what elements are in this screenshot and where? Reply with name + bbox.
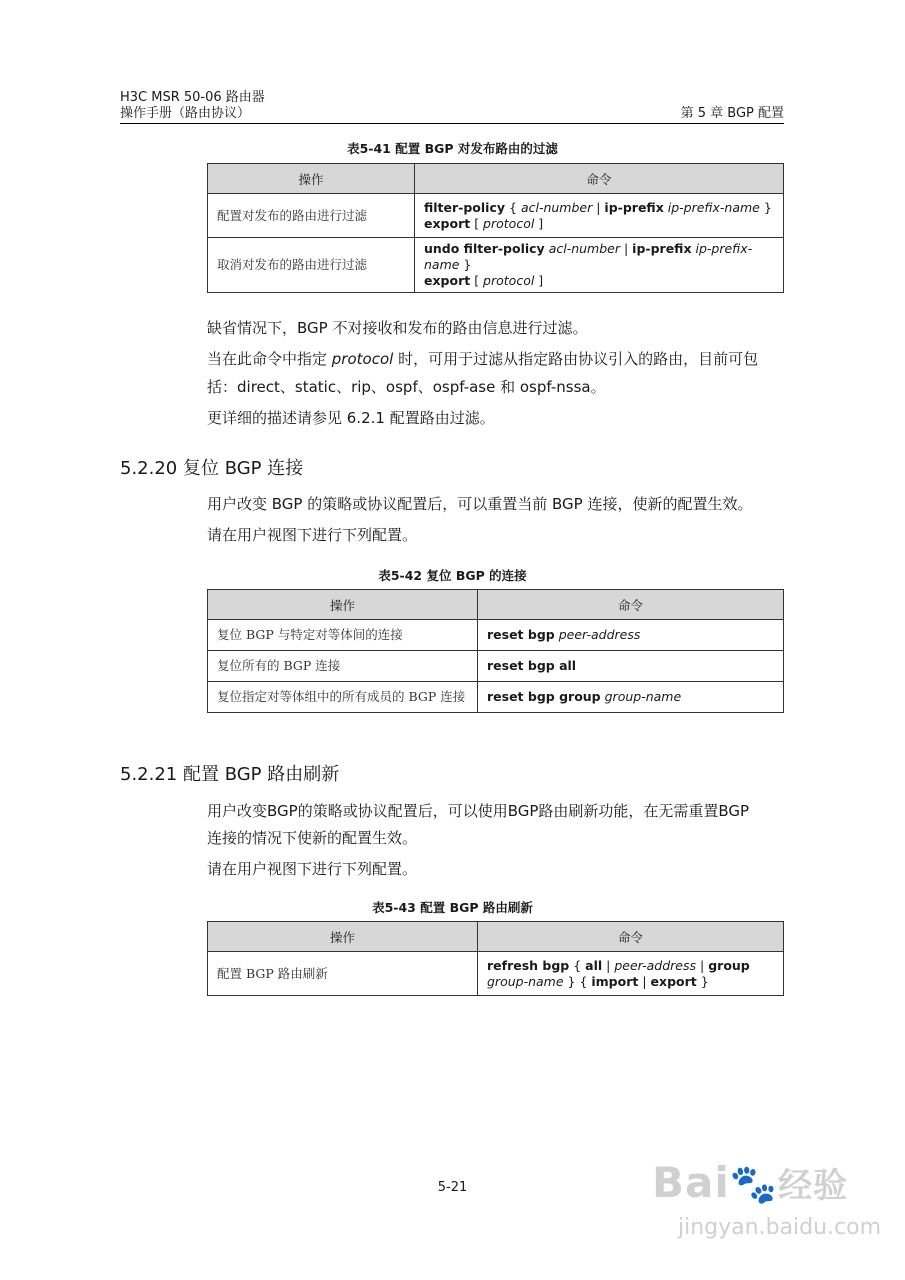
table42-col-cmd: 命令: [478, 590, 784, 620]
table43-caption: 表5-43 配置 BGP 路由刷新: [372, 900, 533, 915]
table42-op: 复位所有的 BGP 连接: [208, 651, 478, 682]
table42-cmd: reset bgp all: [478, 651, 784, 682]
para-reference: 更详细的描述请参见 6.2.1 配置路由过滤。: [207, 409, 495, 427]
table43-cmd: refresh bgp { all | peer-address | group group-name } { import | export }: [478, 952, 784, 996]
table41-col-op: 操作: [208, 164, 415, 194]
table43-col-op: 操作: [208, 922, 478, 952]
header-manual: 操作手册（路由协议）: [120, 106, 251, 121]
table43-op: 配置 BGP 路由刷新: [208, 952, 478, 996]
table41-col-cmd: 命令: [415, 164, 784, 194]
header-rule: [120, 123, 784, 124]
table41-op: 配置对发布的路由进行过滤: [208, 194, 415, 238]
table42-caption: 表5-42 复位 BGP 的连接: [378, 568, 527, 583]
section-5-2-20-p2: 请在用户视图下进行下列配置。: [207, 526, 418, 544]
table42: [207, 589, 784, 713]
section-5-2-21-p1: 用户改变BGP的策略或协议配置后，可以使用BGP路由刷新功能，在无需重置BGP: [207, 802, 750, 820]
table42-cmd: reset bgp peer-address: [478, 620, 784, 651]
table43-col-cmd: 命令: [478, 922, 784, 952]
table-row: [208, 238, 784, 293]
section-5-2-20-p1: 用户改变 BGP 的策略或协议配置后，可以重置当前 BGP 连接，使新的配置生效。: [207, 495, 753, 513]
table-row: [208, 620, 784, 651]
table42-cmd: reset bgp group group-name: [478, 682, 784, 713]
table-row: [208, 194, 784, 238]
table43: [207, 921, 784, 996]
table41-caption: 表5-41 配置 BGP 对发布路由的过滤: [347, 141, 558, 156]
header-product: H3C MSR 50-06 路由器: [120, 90, 265, 105]
table41-cmd: undo filter-policy acl-number | ip-prefix ip-prefix-name } export [ protocol ]: [415, 238, 784, 293]
table-row: [208, 952, 784, 996]
paw-icon: 🐾: [729, 1162, 779, 1206]
section-5-2-21-p2: 连接的情况下使新的配置生效。: [207, 829, 418, 847]
table42-op: 复位指定对等体组中的所有成员的 BGP 连接: [208, 682, 478, 713]
header-chapter: 第 5 章 BGP 配置: [680, 106, 784, 121]
page-number: 5-21: [437, 1180, 468, 1195]
para-protocol-list: 括：direct、static、rip、ospf、ospf-ase 和 ospf-nssa。: [207, 378, 606, 396]
section-5-2-21-p3: 请在用户视图下进行下列配置。: [207, 860, 418, 878]
table42-col-op: 操作: [208, 590, 478, 620]
table41-op: 取消对发布的路由进行过滤: [208, 238, 415, 293]
table-row: [208, 682, 784, 713]
table41-cmd: filter-policy { acl-number | ip-prefix ip-prefix-name } export [ protocol ]: [415, 194, 784, 238]
table42-op: 复位 BGP 与特定对等体间的连接: [208, 620, 478, 651]
section-5-2-20-title: 5.2.20 复位 BGP 连接: [120, 458, 304, 479]
watermark-url: jingyan.baidu.com: [678, 1215, 882, 1240]
section-5-2-21-title: 5.2.21 配置 BGP 路由刷新: [120, 764, 340, 785]
para-default: 缺省情况下，BGP 不对接收和发布的路由信息进行过滤。: [207, 319, 588, 337]
watermark-brand: Bai🐾经验: [652, 1158, 849, 1207]
para-protocol: 当在此命令中指定 protocol 时，可用于过滤从指定路由协议引入的路由，目前可包: [207, 350, 759, 368]
table41: [207, 163, 784, 293]
table-row: [208, 651, 784, 682]
